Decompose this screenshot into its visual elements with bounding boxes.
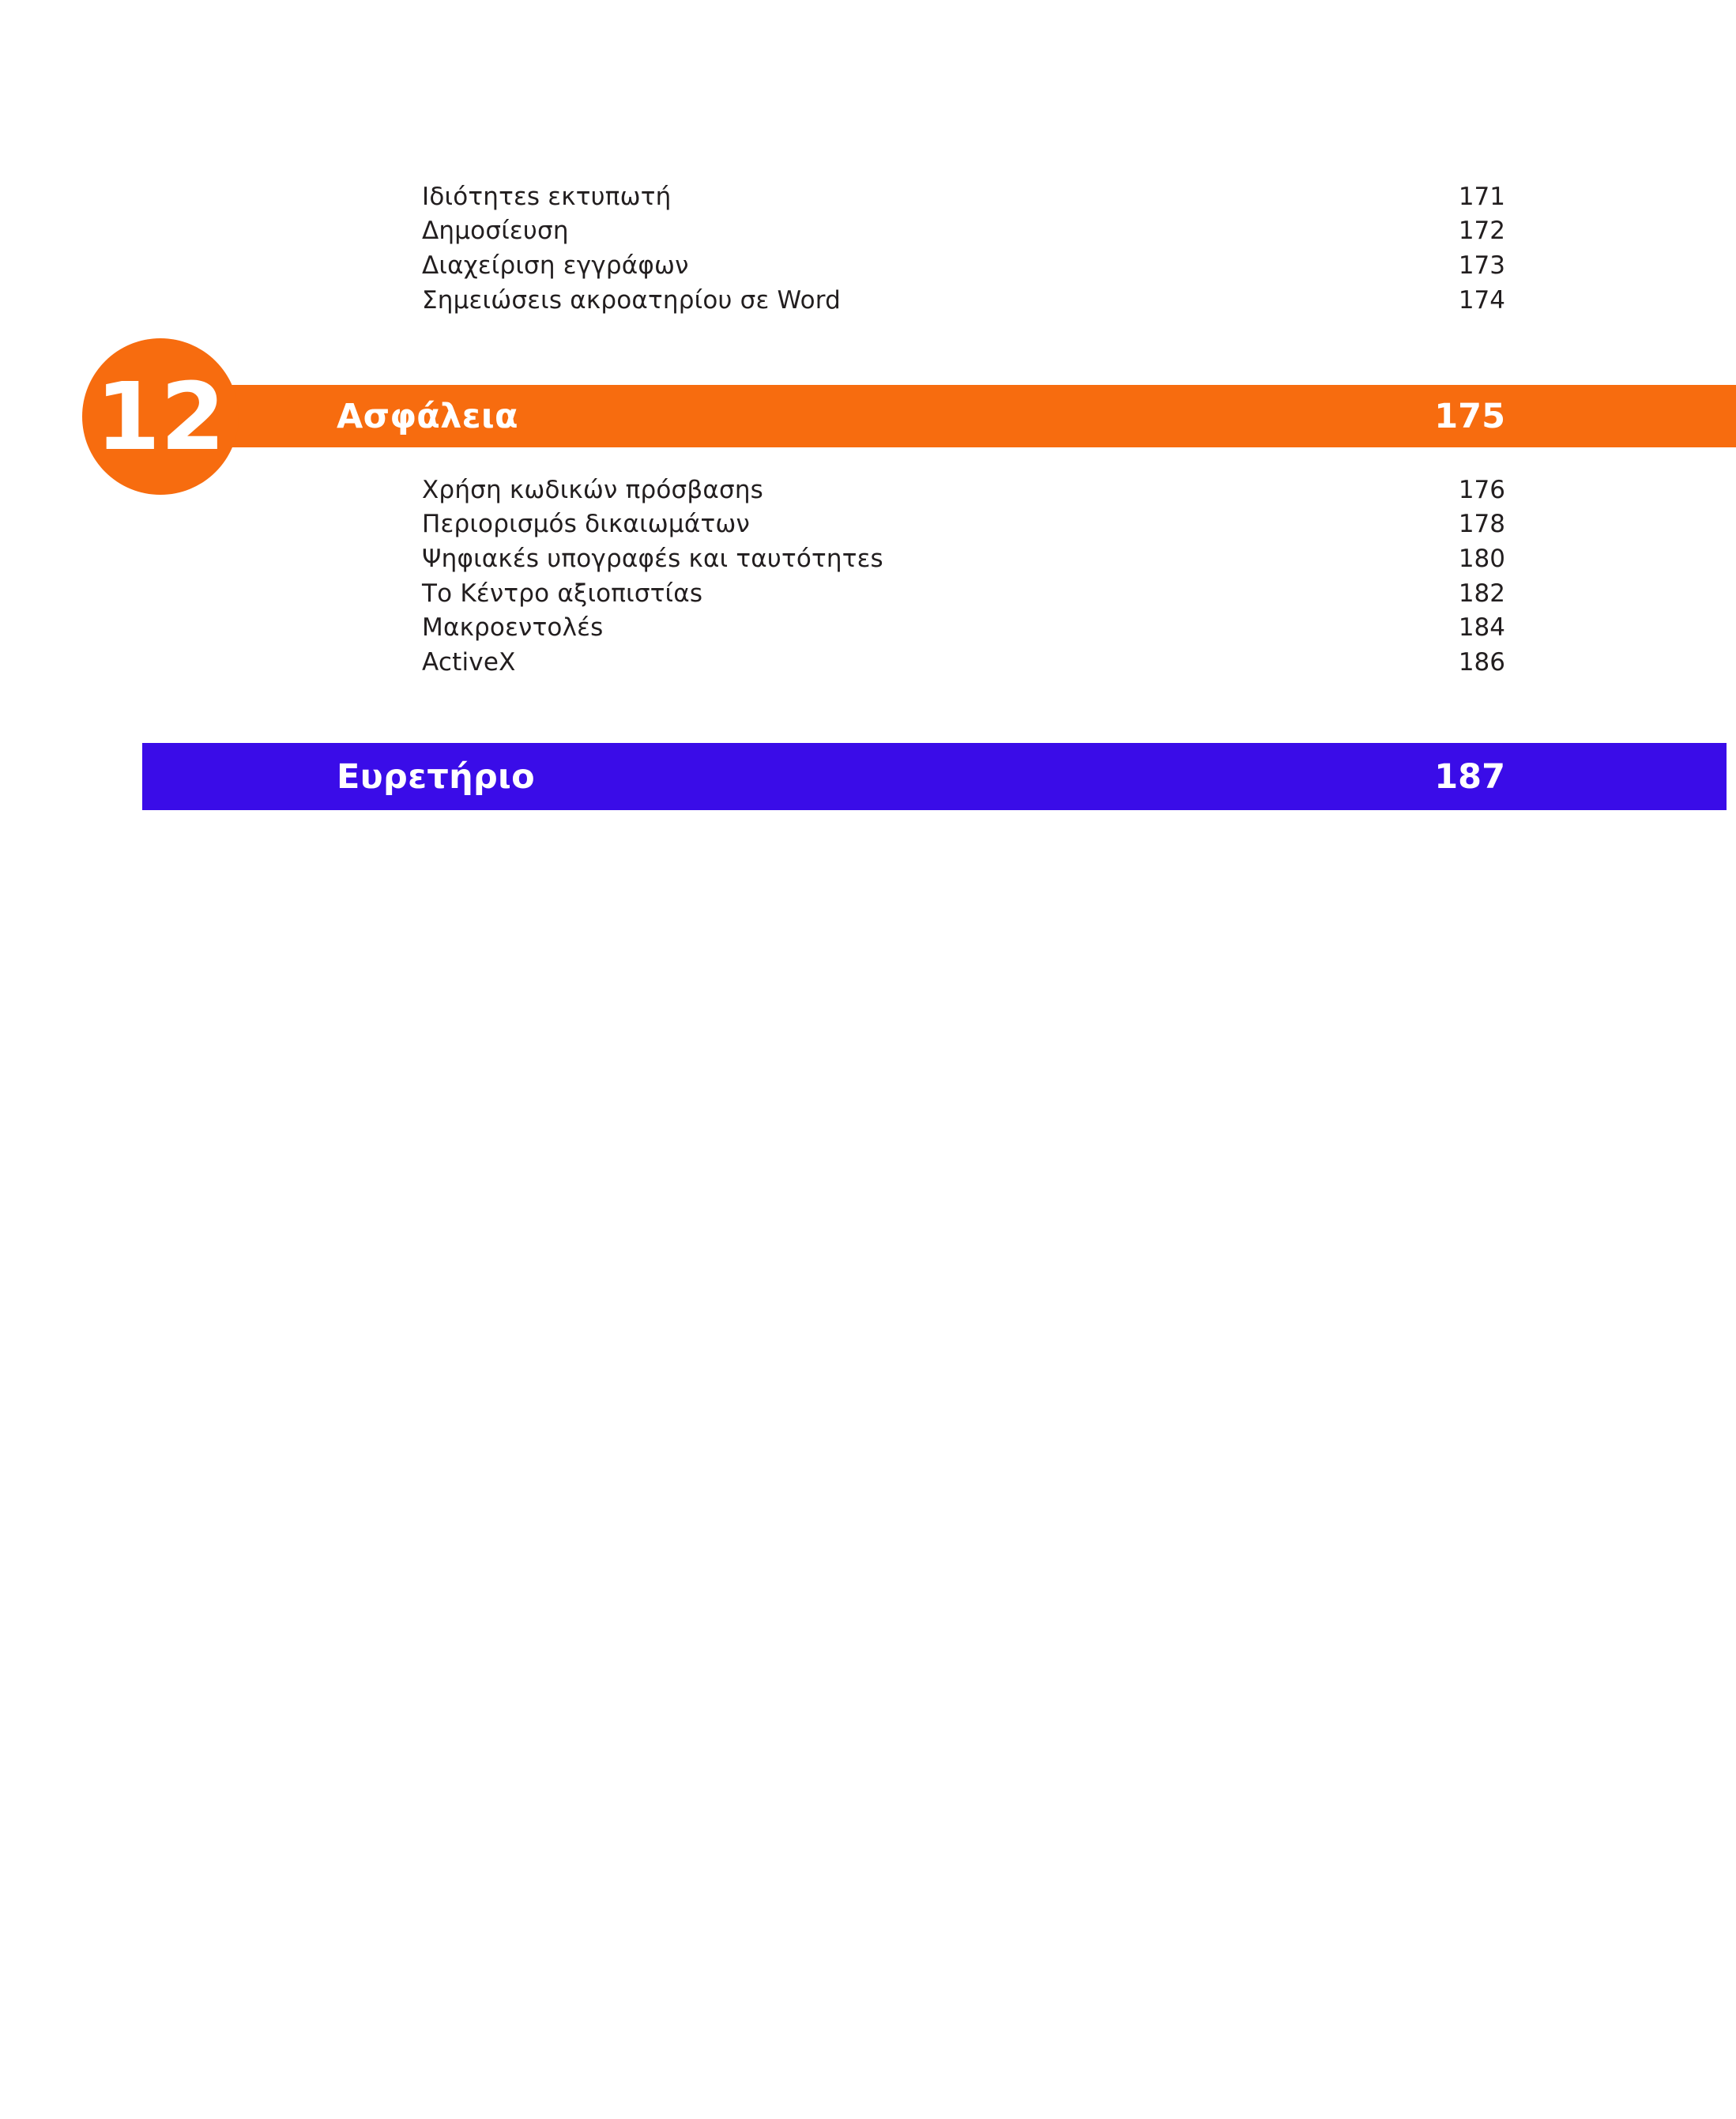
toc-entry (422, 248, 1505, 283)
prev-chapter-entries (422, 179, 1505, 317)
toc-entry (422, 541, 1505, 576)
entry-page-number: 172 (1458, 217, 1505, 246)
toc-entry (422, 214, 1505, 249)
chapter-page-number: 175 (1434, 396, 1505, 436)
chapter-number-badge (82, 338, 239, 495)
entry-label: Περιορισμόs δικαιωμάτων (422, 510, 751, 539)
index-page-number: 187 (1434, 756, 1505, 797)
chapter-entries (422, 473, 1505, 680)
entry-page-number: 184 (1458, 613, 1505, 643)
entry-page-number: 171 (1458, 182, 1505, 211)
toc-entry (422, 576, 1505, 611)
entry-page-number: 178 (1458, 510, 1505, 539)
entry-label: Ιδιότητεs εκτυπωτή (422, 182, 672, 211)
entry-label: Διαχείριση εγγράφων (422, 251, 689, 280)
toc-entry (422, 473, 1505, 507)
entry-label: Το Κέντρο αξιοπιστίαs (422, 579, 703, 608)
entry-label: Ψηφιακέs υπογραφέs και ταυτότητεs (422, 544, 883, 573)
entry-label: Σημειώσειs ακροατηρίου σε Word (422, 285, 842, 315)
entry-page-number: 182 (1458, 579, 1505, 608)
toc-entry (422, 645, 1505, 680)
entry-label: Χρήση κωδικών πρόσβασηs (422, 475, 764, 504)
chapter-title: Ασφάλεια (337, 396, 518, 436)
entry-page-number: 173 (1458, 251, 1505, 280)
entry-label: ActiveX (422, 647, 516, 677)
entry-page-number: 174 (1458, 285, 1505, 315)
toc-entry (422, 283, 1505, 318)
entry-label: Δημοσίευση (422, 217, 569, 246)
chapter-number: 12 (95, 362, 226, 471)
chapter-header-bar (210, 385, 1736, 447)
toc-entry (422, 507, 1505, 542)
toc-entry (422, 179, 1505, 214)
entry-label: Μακροεντολέs (422, 613, 604, 643)
index-title: Ευρετήριο (337, 756, 535, 797)
entry-page-number: 186 (1458, 647, 1505, 677)
entry-page-number: 180 (1458, 544, 1505, 573)
entry-page-number: 176 (1458, 475, 1505, 504)
toc-entry (422, 610, 1505, 645)
index-header-bar (142, 743, 1727, 810)
